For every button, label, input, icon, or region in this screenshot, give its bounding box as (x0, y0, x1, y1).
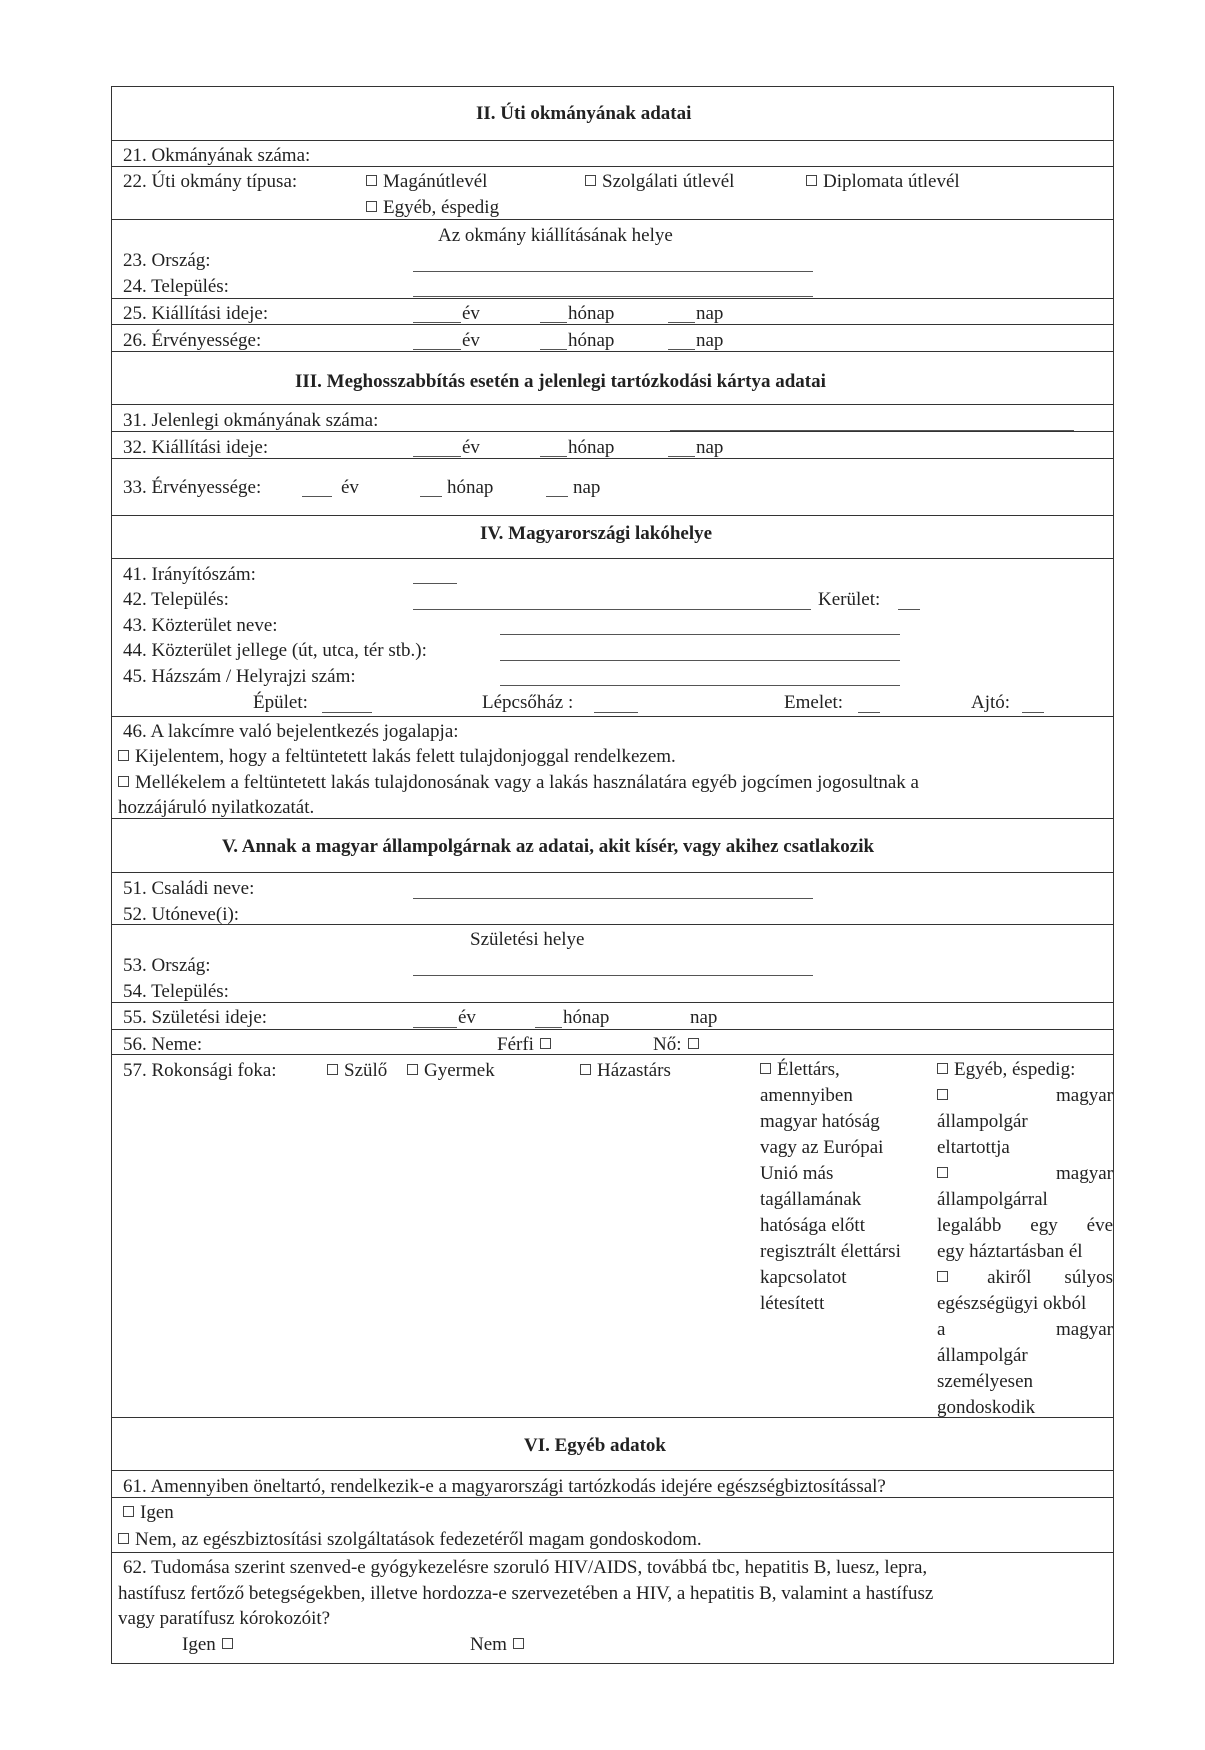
divider (111, 404, 1114, 405)
checkbox-icon (123, 1506, 134, 1517)
field-33-year[interactable] (302, 496, 332, 497)
field-26-year[interactable] (413, 349, 461, 350)
lepcsohaz-input[interactable] (594, 712, 638, 713)
field-32-day[interactable] (668, 456, 695, 457)
ajto-label: Ajtó: (971, 692, 1011, 713)
option-diplomata[interactable]: Diplomata útlevél (806, 172, 960, 191)
elettars-line: kapcsolatot (760, 1267, 847, 1288)
option-elettars[interactable] (760, 1057, 930, 1317)
egyeb-b-line: legalább egy éve (937, 1215, 1113, 1236)
kerulet-label: Kerület: (818, 589, 881, 610)
divider (111, 1497, 1114, 1498)
field-55-label: 55. Születési ideje: (123, 1007, 268, 1028)
field-57-label: 57. Rokonsági foka: (123, 1060, 277, 1081)
field-44-input[interactable] (500, 660, 900, 661)
month-label: hónap (568, 303, 615, 324)
field-23-input[interactable] (413, 271, 813, 272)
option-igen-62[interactable]: Igen (182, 1635, 233, 1654)
divider (111, 1552, 1114, 1553)
option-egyeb-c[interactable]: akiről súlyos (937, 1265, 1113, 1291)
egyeb-b-line: állampolgárral (937, 1189, 1048, 1210)
field-25-month[interactable] (540, 322, 567, 323)
egyeb-a-line: állampolgár (937, 1111, 1028, 1132)
epulet-input[interactable] (322, 712, 372, 713)
option-szulo[interactable]: Szülő (327, 1061, 387, 1080)
divider (111, 818, 1114, 819)
elettars-line: tagállamának (760, 1189, 862, 1210)
egyeb-b-line: egy háztartásban él (937, 1241, 1083, 1262)
egyeb-c-line: személyesen (937, 1371, 1034, 1392)
elettars-line: Élettárs, (760, 1057, 930, 1083)
field-53-input[interactable] (413, 975, 813, 976)
section-2-title: II. Úti okmányának adatai (476, 103, 692, 124)
day-label: nap (696, 330, 724, 351)
checkbox-icon (222, 1638, 233, 1649)
option-egyeb-b[interactable]: magyar (937, 1161, 1113, 1187)
field-33-label: 33. Érvényessége: (123, 477, 262, 498)
field-26-day[interactable] (668, 349, 695, 350)
field-53-label: 53. Ország: (123, 955, 211, 976)
checkbox-icon (937, 1271, 948, 1282)
field-41-input[interactable] (413, 583, 457, 584)
checkbox-icon (688, 1038, 699, 1049)
checkbox-icon (580, 1064, 591, 1075)
year-label: év (341, 477, 359, 498)
field-55-month[interactable] (535, 1027, 562, 1028)
field-33-month[interactable] (420, 496, 442, 497)
divider (111, 458, 1114, 459)
checkbox-icon (760, 1063, 771, 1074)
section-3-title: III. Meghosszabbítás esetén a jelenlegi tartózkodási kártya adatai (295, 371, 826, 392)
divider (111, 1002, 1114, 1003)
year-label: év (462, 437, 480, 458)
divider (111, 924, 1114, 925)
divider (111, 166, 1114, 167)
field-43-input[interactable] (500, 634, 900, 635)
section-5-title: V. Annak a magyar állampolgárnak az adatai, akit kísér, vagy akihez csatlakozik (222, 836, 875, 857)
field-22-label: 22. Úti okmány típusa: (123, 171, 298, 192)
divider (111, 1029, 1114, 1030)
field-62-line1: 62. Tudomása szerint szenved-e gyógykezelésre szoruló HIV/AIDS, továbbá tbc, hepatitis B, luesz, lepra, (123, 1557, 928, 1578)
option-nem-gondoskodom[interactable]: Nem, az egészbiztosítási szolgáltatások fedezetéről magam gondoskodom. (118, 1530, 702, 1549)
divider (111, 872, 1114, 873)
field-44-label: 44. Közterület jellege (út, utca, tér stb.): (123, 640, 427, 661)
divider (111, 515, 1114, 516)
option-ferfi[interactable]: Férfi (497, 1035, 551, 1054)
year-label: év (462, 303, 480, 324)
emelet-input[interactable] (858, 712, 880, 713)
elettars-line: vagy az Európai (760, 1137, 884, 1158)
field-26-month[interactable] (540, 349, 567, 350)
field-45-label: 45. Házszám / Helyrajzi szám: (123, 666, 356, 687)
divider (111, 1470, 1114, 1471)
field-24-input[interactable] (413, 296, 813, 297)
option-kijelentem[interactable]: Kijelentem, hogy a feltüntetett lakás felett tulajdonjoggal rendelkezem. (118, 747, 676, 766)
checkbox-icon (937, 1063, 948, 1074)
field-56-label: 56. Neme: (123, 1034, 203, 1055)
divider (111, 298, 1114, 299)
divider (111, 1054, 1114, 1055)
field-42-input[interactable] (413, 609, 811, 610)
year-label: év (458, 1007, 476, 1028)
lepcsohaz-label: Lépcsőház : (482, 692, 574, 713)
section-6-title: VI. Egyéb adatok (524, 1435, 666, 1456)
day-label: nap (696, 437, 724, 458)
elettars-line: hatósága előtt (760, 1215, 865, 1236)
option-hazastars[interactable]: Házastárs (580, 1061, 671, 1080)
field-31-input[interactable] (670, 430, 1074, 431)
elettars-line: regisztrált élettársi (760, 1241, 901, 1262)
field-21-label: 21. Okmányának száma: (123, 145, 311, 166)
checkbox-icon (585, 175, 596, 186)
field-32-label: 32. Kiállítási ideje: (123, 437, 269, 458)
checkbox-icon (513, 1638, 524, 1649)
divider (111, 558, 1114, 559)
checkbox-icon (407, 1064, 418, 1075)
option-igen[interactable]: Igen (123, 1503, 174, 1522)
month-label: hónap (447, 477, 494, 498)
option-mellekelem[interactable]: Mellékelem a feltüntetett lakás tulajdonosának vagy a lakás használatára egyéb jogcímen jogosultnak a (118, 773, 919, 792)
checkbox-icon (540, 1038, 551, 1049)
field-32-year[interactable] (413, 456, 461, 457)
checkbox-icon (118, 750, 129, 761)
option-szolgalati[interactable]: Szolgálati útlevél (585, 172, 734, 191)
field-51-input[interactable] (413, 898, 813, 899)
option-nem-62[interactable]: Nem (470, 1635, 524, 1654)
elettars-line: magyar hatóság (760, 1111, 880, 1132)
field-23-label: 23. Ország: (123, 250, 211, 271)
option-no[interactable]: Nő: (653, 1035, 699, 1054)
checkbox-icon (366, 175, 377, 186)
egyeb-c-line: gondoskodik (937, 1397, 1036, 1418)
field-45-input[interactable] (500, 685, 900, 686)
field-61-label: 61. Amennyiben öneltartó, rendelkezik-e a magyarországi tartózkodás idejére egészségbiztosítással? (123, 1476, 886, 1497)
field-42-label: 42. Település: (123, 589, 229, 610)
field-51-label: 51. Családi neve: (123, 878, 255, 899)
month-label: hónap (568, 330, 615, 351)
epulet-label: Épület: (253, 692, 308, 713)
section-4-title: IV. Magyarországi lakóhelye (480, 523, 713, 544)
checkbox-icon (806, 175, 817, 186)
field-43-label: 43. Közterület neve: (123, 615, 278, 636)
divider (111, 431, 1114, 432)
day-label: nap (696, 303, 724, 324)
egyeb-c-line: a magyar (937, 1319, 1113, 1340)
checkbox-icon (118, 776, 129, 787)
checkbox-icon (937, 1167, 948, 1178)
field-26-label: 26. Érvényessége: (123, 330, 262, 351)
month-label: hónap (568, 437, 615, 458)
checkbox-icon (366, 201, 377, 212)
divider (111, 716, 1114, 717)
kerulet-input[interactable] (898, 609, 920, 610)
divider (111, 324, 1114, 325)
elettars-line: amennyiben (760, 1085, 853, 1106)
checkbox-icon (327, 1064, 338, 1075)
option-egyeb[interactable]: Egyéb, éspedig (366, 198, 499, 217)
elettars-line: létesített (760, 1293, 825, 1314)
egyeb-c-line: egészségügyi okból (937, 1293, 1087, 1314)
option-egyeb-a[interactable]: magyar (937, 1083, 1113, 1109)
birth-place-header: Születési helye (470, 929, 585, 950)
egyeb-c-line: állampolgár (937, 1345, 1028, 1366)
ajto-input[interactable] (1022, 712, 1044, 713)
egyeb-a-line: eltartottja (937, 1137, 1010, 1158)
checkbox-icon (118, 1533, 129, 1544)
option-egyeb-group (937, 1057, 1113, 1421)
elettars-line: Unió más (760, 1163, 834, 1184)
day-label: nap (690, 1007, 718, 1028)
month-label: hónap (563, 1007, 610, 1028)
field-33-day[interactable] (546, 496, 568, 497)
option-maganutlevel[interactable]: Magánútlevél (366, 172, 487, 191)
year-label: év (462, 330, 480, 351)
field-52-label: 52. Utóneve(i): (123, 904, 240, 925)
option-egyeb-esped[interactable]: Egyéb, éspedig: (937, 1057, 1113, 1083)
field-62-line2: hastífusz fertőző betegségekben, illetve hordozza-e szervezetében a HIV, a hepatitis B, valamint a hastífusz (118, 1583, 934, 1604)
day-label: nap (573, 477, 601, 498)
divider (111, 219, 1114, 220)
field-31-label: 31. Jelenlegi okmányának száma: (123, 410, 379, 431)
option-mellekelem-cont: hozzájáruló nyilatkozatát. (118, 797, 315, 818)
field-24-label: 24. Település: (123, 276, 229, 297)
option-gyermek[interactable]: Gyermek (407, 1061, 495, 1080)
field-62-line3: vagy paratífusz kórokozóit? (118, 1608, 331, 1629)
divider (111, 351, 1114, 352)
field-55-year[interactable] (413, 1027, 457, 1028)
checkbox-icon (937, 1089, 948, 1100)
divider (111, 140, 1114, 141)
field-25-day[interactable] (668, 322, 695, 323)
field-25-label: 25. Kiállítási ideje: (123, 303, 269, 324)
issue-place-header: Az okmány kiállításának helye (438, 225, 673, 246)
field-46-label: 46. A lakcímre való bejelentkezés jogalapja: (123, 721, 459, 742)
field-25-year[interactable] (413, 322, 461, 323)
emelet-label: Emelet: (784, 692, 844, 713)
field-54-label: 54. Település: (123, 981, 229, 1002)
field-41-label: 41. Irányítószám: (123, 564, 256, 585)
field-32-month[interactable] (540, 456, 567, 457)
